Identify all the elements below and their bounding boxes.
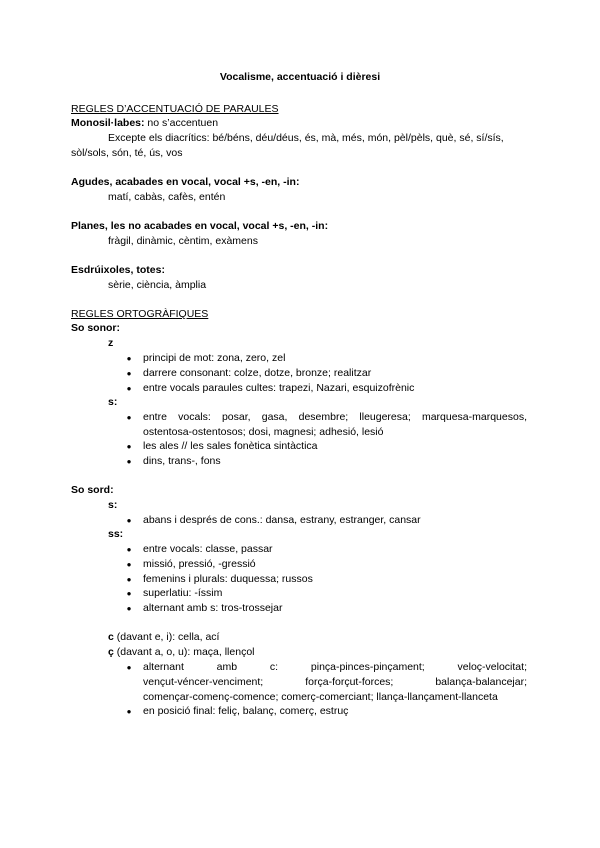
cc-line [108,645,255,660]
list-item: alternant amb s: tros-trossejar [143,602,283,614]
list-item: entre vocals: classe, passar [143,543,273,555]
cc-label: ç [108,646,114,658]
esdruixoles-text: sèrie, ciència, àmplia [108,279,207,291]
document-title: Vocalisme, accentuació i dièresi [219,71,381,83]
ss-label: ss: [108,528,124,540]
s-label: s: [108,396,118,408]
bullet-icon: ● [126,354,132,363]
bullet-icon: ● [126,369,132,378]
list-item [143,660,527,705]
list-item-line: vençut-véncer-venciment; força-forçut-forces; balança-balancejar; [143,676,527,688]
list-item-line: entre vocals: posar, gasa, desembre; lleugeresa; marquesa-marquesos, [143,411,527,423]
list-item [143,410,527,440]
list-item: femenins i plurals: duquessa; russos [143,573,313,585]
list-item-line: començar-començ-comence; comerç-comerciant; llança-llançament-llanceta [143,691,498,703]
c-label: c [108,631,114,643]
agudes-text: matí, cabàs, cafès, entén [108,191,226,203]
monosillabes-line [71,116,218,131]
c-text: (davant e, i): cella, ací [113,631,220,643]
list-item: superlatiu: -íssim [143,587,223,599]
list-item: missió, pressió, -gressió [143,558,256,570]
so-sord-label: So sord: [71,484,114,496]
monosillabes-label: Monosil·labes: [71,117,145,129]
agudes-label: Agudes, acabades en vocal, vocal +s, -en, -in: [71,176,300,188]
list-item: darrere consonant: colze, dotze, bronze; realitzar [143,367,372,379]
list-item: en posició final: feliç, balanç, comerç, estruç [143,705,349,717]
esdruixoles-label: Esdrúixoles, totes: [71,264,165,276]
list-item-line: ostentosa-ostentosos; dosi, magnesi; adhesió, lesió [143,426,384,438]
bullet-icon: ● [126,442,132,451]
excepte-line-2: sòl/sols, són, té, ús, vos [71,147,183,159]
bullet-icon: ● [126,457,132,466]
bullet-icon: ● [126,413,132,422]
z-label: z [108,337,114,349]
list-item: entre vocals paraules cultes: trapezi, Nazari, esquizofrènic [143,382,415,394]
list-item-line: alternant amb c: pinça-pinces-pinçament; veloç-velocitat; [143,661,527,673]
list-item: les ales // les sales fonètica sintàctica [143,440,318,452]
excepte-line-1: Excepte els diacrítics: bé/béns, déu/déus, és, mà, més, món, pèl/pèls, què, sé, sí/sís, [108,132,504,144]
cc-text: (davant a, o, u): maça, llençol [113,646,255,658]
c-line [108,630,219,645]
bullet-icon: ● [126,545,132,554]
bullet-icon: ● [126,560,132,569]
bullet-icon: ● [126,575,132,584]
bullet-icon: ● [126,663,132,672]
planes-label: Planes, les no acabades en vocal, vocal +s, -en, -in: [71,220,329,232]
list-item: principi de mot: zona, zero, zel [143,352,286,364]
bullet-icon: ● [126,384,132,393]
monosillabes-text: no s’accentuen [144,117,219,129]
bullet-icon: ● [126,589,132,598]
planes-text: fràgil, dinàmic, cèntim, exàmens [108,235,258,247]
list-item: dins, trans-, fons [143,455,221,467]
bullet-icon: ● [126,604,132,613]
list-item: abans i després de cons.: dansa, estrany, estranger, cansar [143,514,421,526]
section-heading-accentuacio: REGLES D’ACCENTUACIÓ DE PARAULES [71,103,279,115]
section-heading-ortografiques: REGLES ORTOGRÀFIQUES [71,308,209,320]
so-sonor-label: So sonor: [71,322,120,334]
bullet-icon: ● [126,516,132,525]
bullet-icon: ● [126,707,132,716]
s-sord-label: s: [108,499,118,511]
